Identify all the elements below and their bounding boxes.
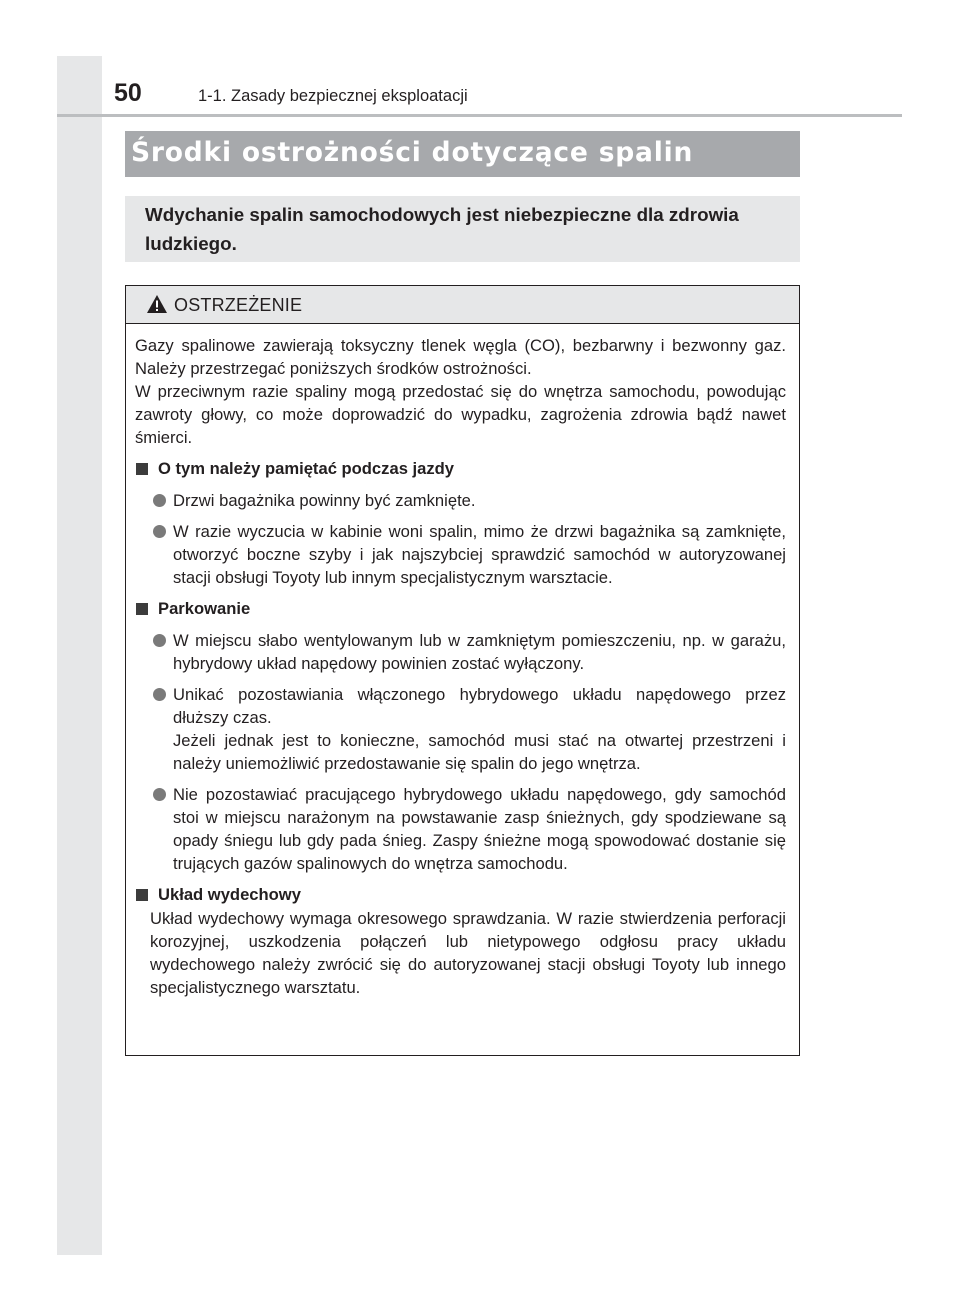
warning-paragraph: W przeciwnym razie spaliny mogą przedostać się do wnętrza samochodu, powodując zawroty głowy, co może doprowadzić do wypadku, zagrożenia zdrowia bądź nawet śmierci.: [135, 382, 786, 447]
section-heading-text: O tym należy pamiętać podczas jazdy: [158, 459, 455, 478]
round-bullet-icon: [153, 634, 166, 647]
section-heading: [135, 883, 786, 907]
bullet-text: W razie wyczucia w kabinie woni spalin, mimo że drzwi bagażnika są zamknięte, otworzyć boczne szyby i jak najszybciej sprawdzić samochód w autoryzowanej stacji obsługi Toyoty lub innym specjalistycznym warsztacie.: [173, 522, 786, 587]
bullet-item: [135, 520, 786, 589]
round-bullet-icon: [153, 494, 166, 507]
bullet-text: W miejscu słabo wentylowanym lub w zamkniętym pomieszczeniu, np. w garażu, hybrydowy układ napędowy powinien zostać wyłączony.: [173, 631, 786, 673]
warning-body: [135, 334, 786, 999]
bullet-item: [135, 489, 786, 512]
section-heading-text: Układ wydechowy: [158, 885, 301, 904]
bullet-item: [135, 683, 786, 775]
square-bullet-icon: [136, 889, 148, 901]
warning-box: [125, 285, 800, 1056]
square-bullet-icon: [136, 463, 148, 475]
section-heading: [135, 597, 786, 621]
section-heading-text: Parkowanie: [158, 599, 251, 618]
header-rule: [57, 114, 902, 117]
section-path: 1-1. Zasady bezpiecznej eksploatacji: [198, 87, 468, 105]
bullet-text: Nie pozostawiać pracującego hybrydowego układu napędowego, gdy samochód stoi w miejscu narażonym na powstawanie zasp śnieżnych, gdy spodziewane są opady śniegu lub gdy pada śnieg. Zaspy śnieżne mogą spowodować dostanie się trujących gazów spalinowych do wnętrza samochodu.: [173, 785, 786, 873]
intro-text: Wdychanie spalin samochodowych jest niebezpieczne dla zdrowia ludzkiego.: [145, 204, 739, 254]
bullet-text: Jeżeli jednak jest to konieczne, samochód musi stać na otwartej przestrzeni i należy uniemożliwić przedostawanie się spalin do jego wnętrza.: [173, 731, 786, 773]
warning-header: [126, 286, 799, 324]
page-title: Środki ostrożności dotyczące spalin: [131, 137, 694, 168]
section-paragraph: Układ wydechowy wymaga okresowego sprawdzania. W razie stwierdzenia perforacji korozyjnej, uszkodzenia połączeń lub nietypowego odgłosu pracy układu wydechowego należy zwrócić się do autoryzowanej stacji obsługi Toyoty lub innego specjalistycznego warsztatu.: [150, 909, 786, 997]
square-bullet-icon: [136, 603, 148, 615]
bullet-item: [135, 783, 786, 875]
section-heading: [135, 457, 786, 481]
round-bullet-icon: [153, 525, 166, 538]
bullet-text: Unikać pozostawiania włączonego hybrydowego układu napędowego przez dłuższy czas.: [173, 685, 786, 727]
round-bullet-icon: [153, 688, 166, 701]
page-number: 50: [114, 79, 142, 107]
round-bullet-icon: [153, 788, 166, 801]
warning-triangle-icon: [146, 294, 168, 314]
warning-paragraph: Gazy spalinowe zawierają toksyczny tlenek węgla (CO), bezbarwny i bezwonny gaz. Należy przestrzegać poniższych środków ostrożności.: [135, 336, 786, 378]
warning-label: OSTRZEŻENIE: [174, 295, 303, 315]
bullet-text: Drzwi bagażnika powinny być zamknięte.: [173, 491, 476, 510]
side-strip: [57, 56, 102, 1255]
bullet-item: [135, 629, 786, 675]
